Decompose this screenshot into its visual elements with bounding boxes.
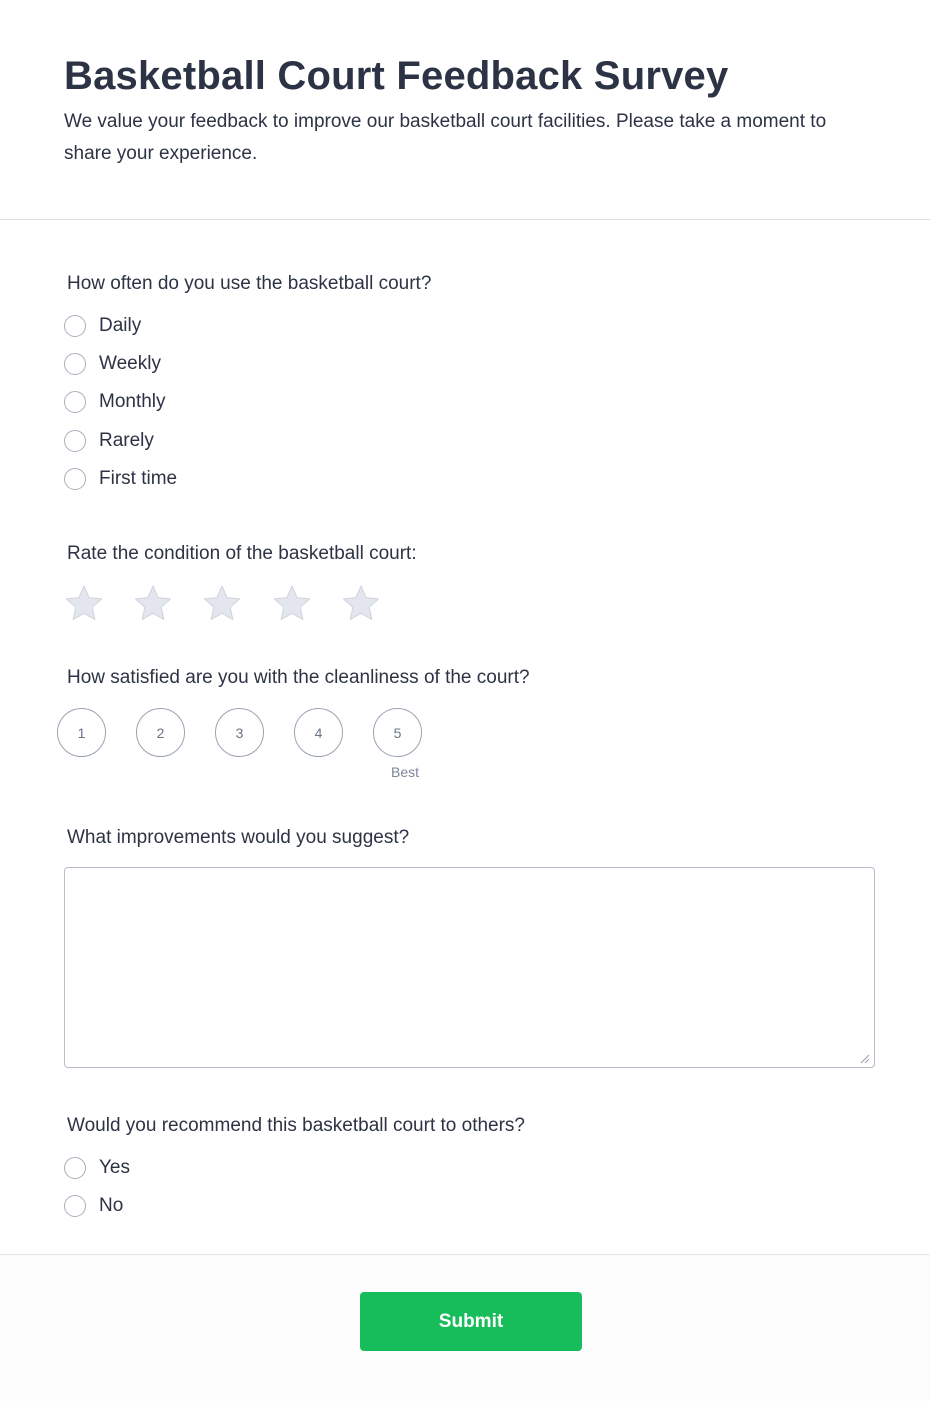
form-title: Basketball Court Feedback Survey (64, 54, 729, 98)
radio-button[interactable] (64, 468, 86, 490)
radio-option-label: No (99, 1195, 124, 1216)
radio-option-label: Yes (99, 1157, 130, 1178)
question-recommend-label: Would you recommend this basketball court to others? (67, 1115, 525, 1136)
radio-option-label: Daily (99, 315, 142, 336)
radio-option-label: First time (99, 468, 178, 489)
question-frequency-label: How often do you use the basketball court? (67, 273, 432, 294)
radio-option-no[interactable] (64, 1193, 123, 1219)
star-4-icon[interactable] (272, 584, 312, 622)
form-description: We value your feedback to improve our basketball court facilities. Please take a moment to share your experience. (64, 111, 827, 164)
radio-option-rarely[interactable] (64, 428, 154, 454)
scale-option-5[interactable]: 5 (373, 708, 422, 757)
submit-button[interactable]: Submit (360, 1292, 582, 1351)
radio-option-weekly[interactable] (64, 351, 161, 377)
scale-option-3[interactable]: 3 (215, 708, 264, 757)
scale-best-hint: Best (391, 764, 420, 780)
scale-option-2[interactable]: 2 (136, 708, 185, 757)
scale-option-1[interactable]: 1 (57, 708, 106, 757)
form-header (0, 0, 930, 220)
scale-option-4[interactable]: 4 (294, 708, 343, 757)
question-cleanliness-label: How satisfied are you with the cleanliness of the court? (67, 667, 530, 688)
star-5-icon[interactable] (341, 584, 381, 622)
radio-option-label: Weekly (99, 353, 161, 374)
star-2-icon[interactable] (133, 584, 173, 622)
radio-option-label: Rarely (99, 430, 154, 451)
radio-button[interactable] (64, 430, 86, 452)
radio-button[interactable] (64, 353, 86, 375)
radio-option-label: Monthly (99, 391, 166, 412)
radio-option-first-time[interactable] (64, 466, 177, 492)
improvements-textarea[interactable] (64, 867, 875, 1068)
star-1-icon[interactable] (64, 584, 104, 622)
radio-button[interactable] (64, 1195, 86, 1217)
question-improvements-label: What improvements would you suggest? (67, 827, 410, 848)
radio-option-monthly[interactable] (64, 389, 166, 415)
radio-button[interactable] (64, 315, 86, 337)
radio-option-daily[interactable] (64, 313, 141, 339)
radio-button[interactable] (64, 1157, 86, 1179)
radio-option-yes[interactable] (64, 1155, 130, 1181)
star-3-icon[interactable] (202, 584, 242, 622)
radio-button[interactable] (64, 391, 86, 413)
question-condition-label: Rate the condition of the basketball court: (67, 543, 417, 564)
resize-handle-icon[interactable] (858, 1052, 870, 1064)
